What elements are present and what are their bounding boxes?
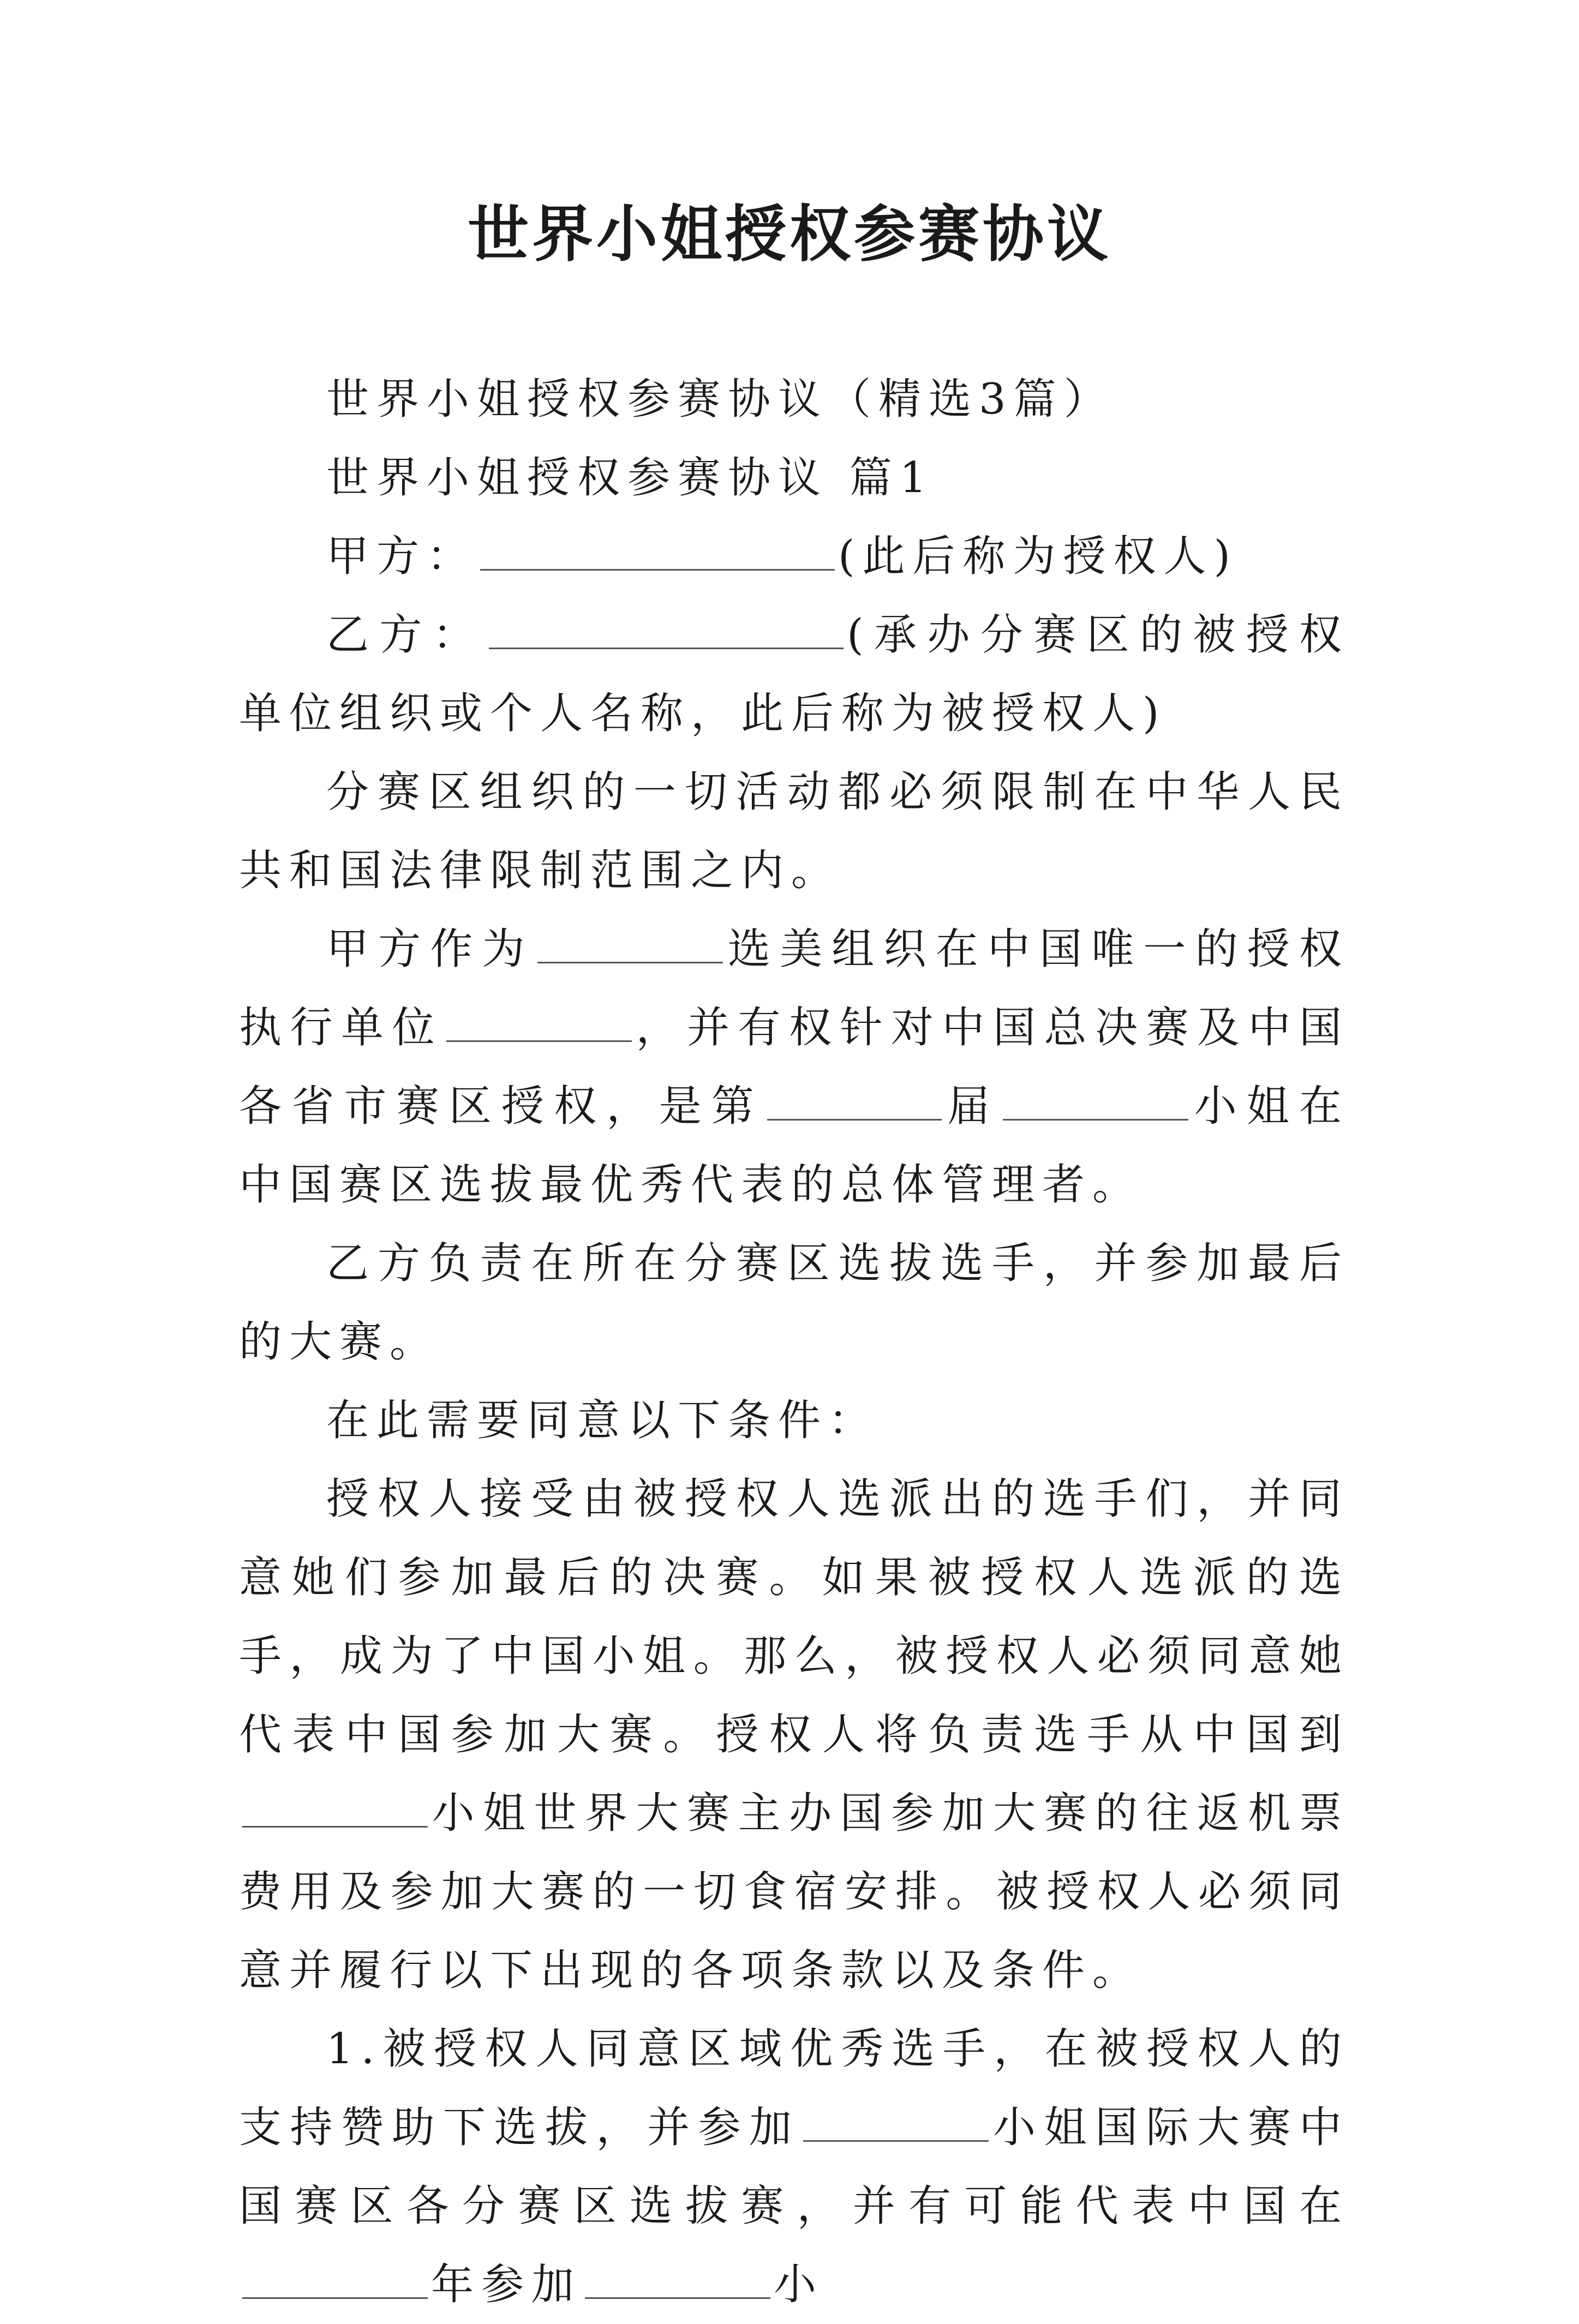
paragraph-section-heading [239, 439, 1349, 517]
party-a-label: 甲方： [326, 532, 477, 581]
party-b-suffix: (承办分赛区的被授权单位组织或个人名称，此后称为被授权人) [239, 610, 1349, 738]
paragraph-text: 甲方作为 [326, 925, 534, 974]
paragraph-text: 小 [774, 2260, 824, 2309]
document-body [239, 360, 1349, 2324]
fill-in-blank [803, 2102, 989, 2142]
paragraph-text: 小姐国际大赛中国赛区各分赛区选拔赛，并有可能代表中国在 [239, 2103, 1349, 2231]
paragraph-text: 小姐在中国赛区选拔最优秀代表的总体管理者。 [239, 1082, 1349, 1209]
paragraph-text: 年参加 [431, 2260, 582, 2309]
paragraph-text: 1.被授权人同意区域优秀选手，在被授权人的支持赞助下选拔，并参加 [239, 2024, 1349, 2152]
paragraph-subtitle [239, 360, 1349, 439]
document-title: 世界小姐授权参赛协议 [468, 199, 1111, 270]
fill-in-blank [242, 2259, 428, 2299]
party-a-suffix: (此后称为授权人) [838, 532, 1238, 581]
paragraph-text: 届 [944, 1082, 1000, 1131]
paragraph-text: ，并有权针对中国总决赛及中国各省市赛区授权，是第 [239, 1003, 1349, 1131]
fill-in-blank [585, 2259, 770, 2299]
paragraph-text: 分赛区组织的一切活动都必须限制在中华人民共和国法律限制范围之内。 [239, 768, 1349, 895]
fill-in-blank [446, 1002, 632, 1042]
paragraph-text: 选美组织在中国唯一的授权执行单位 [239, 925, 1349, 1052]
party-b-blank [489, 609, 844, 649]
fill-in-blank [537, 924, 723, 963]
paragraph-text: 授权人接受由被授权人选派出的选手们，并同意她们参加最后的决赛。如果被授权人选派的选手，成为了中国小姐。那么，被授权人必须同意她代表中国参加大赛。授权人将负责选手从中国到 [239, 1475, 1349, 1759]
party-a-blank [480, 531, 835, 571]
paragraph-clause-1 [239, 2010, 1349, 2324]
paragraph-party-a-role [239, 910, 1349, 1224]
paragraph-party-b [239, 596, 1349, 753]
fill-in-blank [767, 1081, 942, 1121]
party-b-label: 乙方： [326, 610, 486, 660]
paragraph-text: 乙方负责在所在分赛区选拔选手，并参加最后的大赛。 [239, 1239, 1349, 1367]
paragraph-legal-scope [239, 753, 1349, 910]
paragraph-text: 小姐世界大赛主办国参加大赛的往返机票费用及参加大赛的一切食宿安排。被授权人必须同意并履行以下出现的各项条款以及条件。 [239, 1789, 1349, 1995]
paragraph-authorization-terms [239, 1460, 1349, 2010]
paragraph-conditions-intro [239, 1381, 1349, 1460]
paragraph-text: 世界小姐授权参赛协议（精选3篇） [326, 375, 1114, 424]
paragraph-text: 世界小姐授权参赛协议 篇1 [326, 453, 935, 502]
fill-in-blank [1003, 1081, 1188, 1121]
paragraph-text: 在此需要同意以下条件： [326, 1396, 879, 1445]
fill-in-blank [242, 1788, 428, 1828]
paragraph-party-b-role [239, 1224, 1349, 1381]
paragraph-party-a [239, 517, 1349, 596]
